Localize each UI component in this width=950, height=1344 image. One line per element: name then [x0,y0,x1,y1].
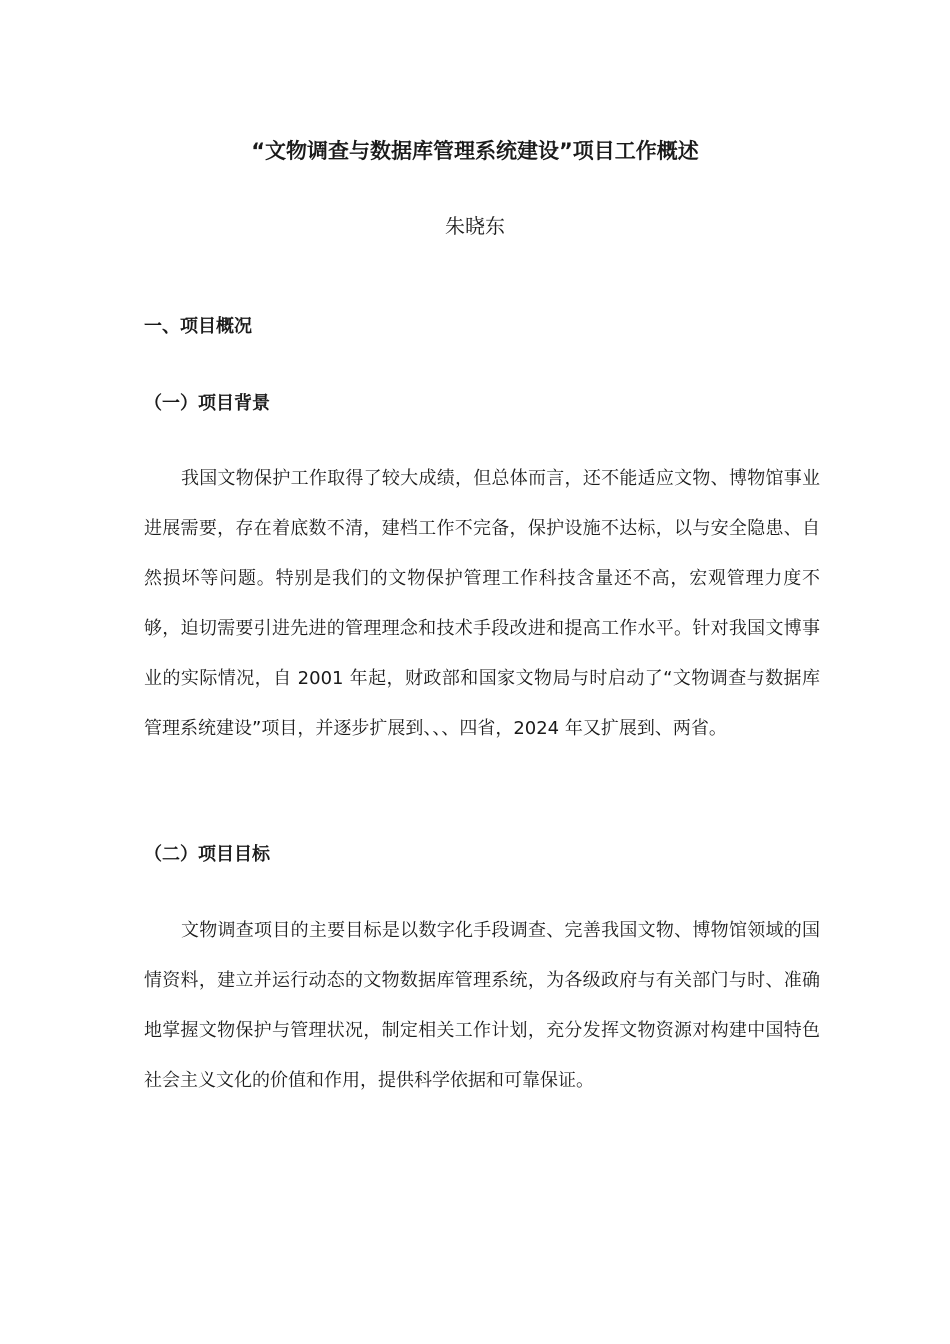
subsection-heading-background: （一）项目背景 [144,393,270,414]
paragraph-background: 我国文物保护工作取得了较大成绩，但总体而言，还不能适应文物、博物馆事业进展需要，存在着底数不清，建档工作不完备，保护设施不达标，以与安全隐患、自然损坏等问题。特别是我们的文物保护管理工作科技含量还不高，宏观管理力度不够，迫切需要引进先进的管理理念和技术手段改进和提高工作水平。针对我国文博事业的实际情况，自 2001 年起，财政部和国家文物局与时启动了“文物调查与数据库管理系统建设”项目，并逐步扩展到、、、四省，2024 年又扩展到、两省。 [144,468,820,739]
subsection-heading-goals: （二）项目目标 [144,844,270,865]
paragraph-goals: 文物调查项目的主要目标是以数字化手段调查、完善我国文物、博物馆领域的国情资料，建立并运行动态的文物数据库管理系统，为各级政府与有关部门与时、准确地掌握文物保护与管理状况，制定相关工作计划，充分发挥文物资源对构建中国特色社会主义文化的价值和作用，提供科学依据和可靠保证。 [144,920,820,1091]
document-title: “文物调查与数据库管理系统建设”项目工作概述 [251,139,699,163]
author-name: 朱晓东 [445,214,505,238]
section-heading-overview: 一、项目概况 [144,316,252,337]
